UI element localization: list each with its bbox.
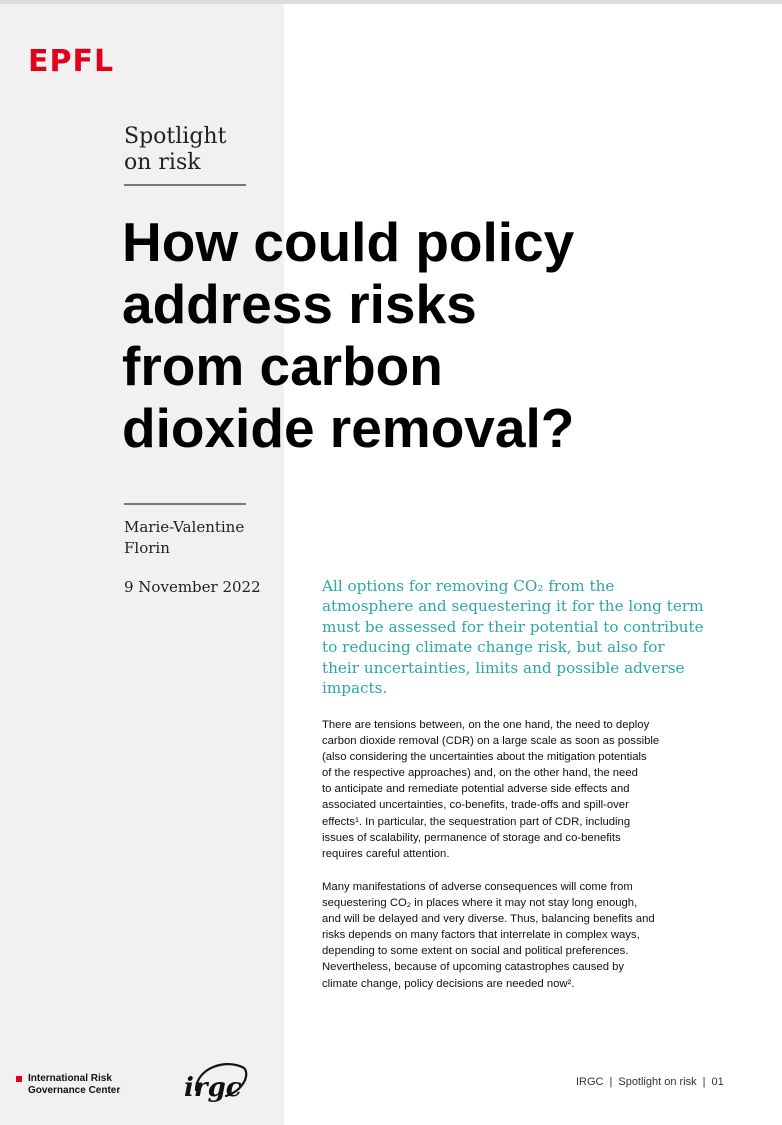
title-line: address risks: [122, 273, 477, 335]
body-paragraph-2: [322, 879, 722, 992]
lead-line: impacts.: [322, 679, 388, 698]
body-line: (also considering the uncertainties about the mitigation potentials: [322, 751, 647, 764]
body-line: effects¹. In particular, the sequestration part of CDR, including: [322, 815, 631, 828]
page-title: [122, 211, 722, 459]
body-line: climate change, policy decisions are needed now².: [322, 977, 575, 990]
body-line: associated uncertainties, co-benefits, trade-offs and spill-over: [322, 799, 629, 812]
body-line: and will be delayed and very diverse. Thus, balancing benefits and: [322, 913, 655, 926]
page-number: 01: [711, 1076, 724, 1088]
lead-line: atmosphere and sequestering it for the long term: [322, 597, 704, 616]
body-line: Nevertheless, because of upcoming catastrophes caused by: [322, 961, 625, 974]
body-line: depending to some extent on social and political preferences.: [322, 945, 629, 958]
author-name: [124, 517, 244, 559]
body-line: requires careful attention.: [322, 847, 450, 860]
lead-line: their uncertainties, limits and possible adverse: [322, 658, 685, 677]
body-line: risks depends on many factors that interrelate in complex ways,: [322, 929, 640, 942]
title-line: from carbon: [122, 335, 443, 397]
author-line: Florin: [124, 539, 170, 557]
publication-date: 9 November 2022: [124, 578, 261, 596]
series-label-line: on risk: [124, 150, 201, 175]
title-line: How could policy: [122, 211, 575, 273]
body-line: issues of scalability, permanence of storage and co-benefits: [322, 831, 621, 844]
divider-author: [124, 503, 246, 505]
organization-line: Governance Center: [28, 1085, 121, 1096]
divider-top: [124, 184, 246, 186]
series-label: [124, 124, 226, 176]
body-line: to anticipate and remediate potential adverse side effects and: [322, 783, 630, 796]
body-paragraph-1: [322, 717, 722, 862]
series-label-line: Spotlight: [124, 124, 227, 149]
page-footer: [576, 1075, 724, 1089]
irgc-logo: [180, 1056, 250, 1106]
epfl-logo: EPFL: [28, 44, 115, 79]
lead-line: must be assessed for their potential to contribute: [322, 617, 704, 636]
author-line: Marie-Valentine: [124, 518, 245, 536]
footer-series: Spotlight on risk: [618, 1076, 697, 1088]
title-line: dioxide removal?: [122, 397, 575, 459]
body-line: carbon dioxide removal (CDR) on a large scale as soon as possible: [322, 735, 660, 748]
lead-summary: [322, 576, 722, 698]
body-line: sequestering CO₂ in places where it may not stay long enough,: [322, 897, 638, 910]
footer-separator: |: [702, 1076, 706, 1088]
footer-separator: |: [609, 1076, 613, 1088]
lead-line: to reducing climate change risk, but also for: [322, 638, 665, 657]
organization-line: International Risk: [28, 1073, 112, 1084]
irgc-logo-text: irgc: [184, 1073, 242, 1103]
body-line: Many manifestations of adverse consequences will come from: [322, 881, 633, 893]
body-line: There are tensions between, on the one hand, the need to deploy: [322, 719, 650, 731]
footer-org: IRGC: [576, 1076, 604, 1088]
body-line: of the respective approaches) and, on the other hand, the need: [322, 767, 638, 780]
lead-line: All options for removing CO₂ from the: [322, 577, 615, 595]
red-square-marker: [16, 1076, 22, 1082]
